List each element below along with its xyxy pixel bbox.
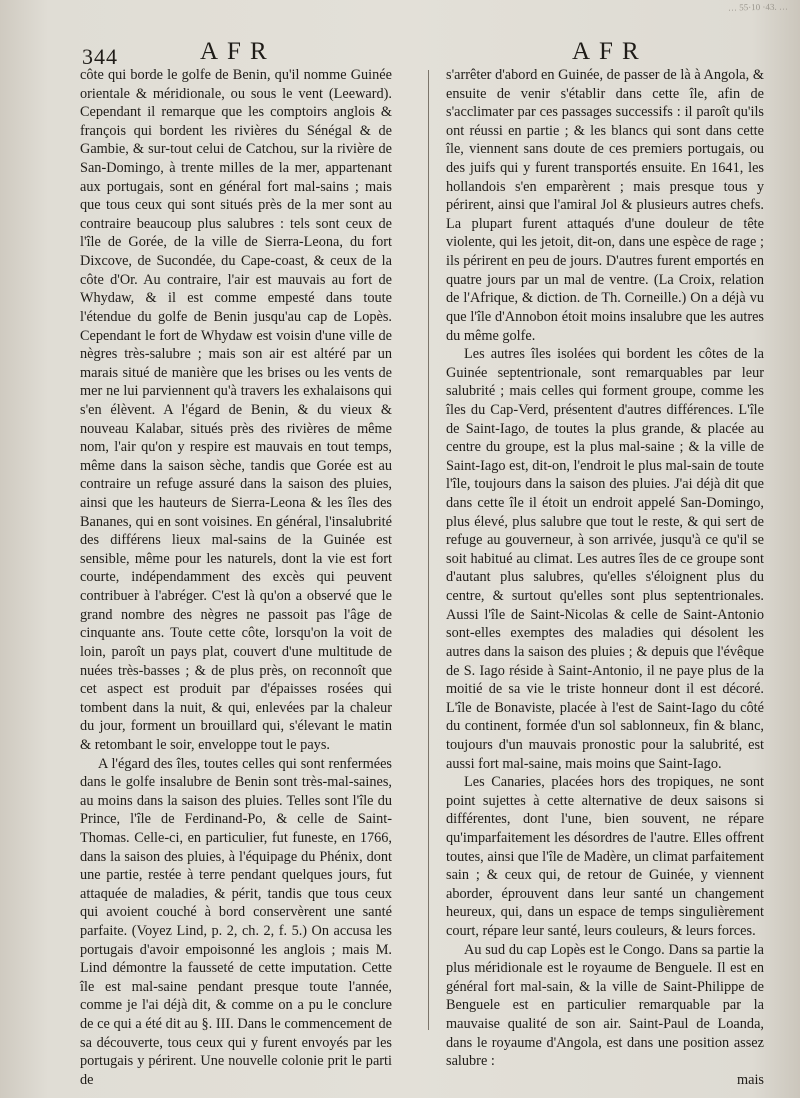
paragraph: A l'égard des îles, toutes celles qui sont renfermées dans le golfe insalubre de Benin sont très-mal-saines, au moins dans la saison des pluies. Telles sont l'île du Prince, l'île de Ferdinand-Po, & celle de Saint-Thomas. Celle-ci, en particulier, fut funeste, en 1766, dans la saison des pluies, à l'équipage du Phénix, dont une partie, restée à terre pendant quelques jours, fut attaquée de maladies, & périt, tandis que tous ceux qui avoient couché à bord conservèrent une santé parfaite. (Voyez Lind, p. 2, ch. 2, f. 5.) On accusa les portugais d'avoir empoisonné les anglois ; mais M. Lind démontre la fausseté de cette imputation. Cette île est mal-saine pendant presque toute l'année, comme je l'ai déjà dit, & comme on a pu le conclure de ce qui a été dit au §. III. Dans le commencement de sa découverte, tous ceux qui y furent envoyés par les portugais y périrent. Une nouvelle colonie prit le parti de — [80, 755, 392, 1088]
paragraph: Les autres îles isolées qui bordent les côtes de la Guinée septentrionale, sont remarquables par leur salubrité ; mais celles qui forment groupe, comme les îles du Cap-Verd, présentent d'autres différences. L'île de Saint-Iago, de toutes la plus grande, & placée au centre du groupe, est la plus mal-saine ; & la ville de Saint-Iago est, dit-on, l'endroit le plus mal-sain de toute l'île, toujours dans la saison des pluies. J'ai déjà dit que dans cette île il étoit un endroit appelé San-Domingo, plus élevé, plus salubre que tout le reste, & qui sert de refuge au gouverneur, à son arrivée, jusqu'à ce qu'il se soit habitué au climat. Les autres îles de ce groupe sont d'autant plus salubres, qu'elles s'éloignent plus du centre, & surtout qu'elles sont plus septentrionales. Aussi l'île de Saint-Nicolas & celle de Saint-Antonio sont-elles exemptes des maladies qui désolent les autres dans la saison des pluies ; & depuis que l'évêque de S. Iago réside à Saint-Antonio, il ne paye plus de la moitié de sa vie le triste honneur dont il est décoré. L'île de Bonaviste, placée à l'est de Saint-Iago du côté du continent, formée d'un sol sablonneux, fin & blanc, toujours d'un mauvais pronostic pour la salubrité, est aussi fort mal-saine, mais moins que Saint-Iago. — [446, 346, 764, 772]
column-divider — [428, 70, 429, 1030]
running-title-right: AFR — [572, 38, 648, 65]
paragraph: côte qui borde le golfe de Benin, qu'il nomme Guinée orientale & méridionale, ou sous le vent (Leeward). Cependant il remarque que les comptoirs anglois & françois qui bordent les rivières du Sénégal & de Gambie, & sur-tout celui de Catchou, sur la rivière de San-Domingo, à trente milles de la mer, appartenant aux portugais, sont en général fort mal-sains ; mais que tous ceux qui sont situés près de la mer sont au contraire beaucoup plus salubres : tels sont ceux de l'île de Gorée, de la ville de Sierra-Leona, du fort Dixcove, de Sucondée, du Cape-coast, & ceux de la côte d'Or. Au contraire, l'air est mauvais au fort de Whydaw, & il est comme empesté dans toute l'étendue du golfe de Benin jusqu'au cap de Lopès. Cependant le fort de Whydaw est voisin d'une ville de nègres très-salubre ; mais son air est altéré par un marais situé de manière que les brises ou les vents de mer ne lui parviennent qu'à travers les exhalaisons qui s'en élèvent. A l'égard de Benin, & du vieux & nouveau Kalabar, situés près des rivières de même nom, l'air qu'on y respire est mauvais en tout temps, même dans la saison sèche, tandis que Gorée est au contraire un refuge assuré dans la saison des pluies, ainsi que les hauteurs de Sierra-Leona & les îles des Bananes, qui en sont voisines. En général, l'insalubrité des différens lieux mal-sains de la Guinée est sensible, même pour les naturels, dont la vie est fort courte, indépendamment des excès qui peuvent contribuer à l'abréger. C'est là qu'on a observé que le grand nombre des nègres ne passoit pas l'âge de cinquante ans. Toute cette côte, lorsqu'on la voit de loin, paroît un pays plat, couvert d'une multitude de nuées très-basses ; & de plus près, on reconnoît que cet aspect est produit par d'épaisses rosées qui tombent dans la nuit, & qui, enlevées par la chaleur du jour, forment un brouillard qui, s'élevant le matin & retombant le soir, enveloppe tout le pays. — [80, 67, 392, 753]
page-number: 344 — [82, 44, 118, 69]
paragraph: s'arrêter d'abord en Guinée, de passer de là à Angola, & ensuite de venir s'établir dans cette île, afin de s'acclimater par ces passages successifs : il paroît qu'ils ont réussi en partie ; & les blancs qui sont dans cette île, viennent sans doute de ces premiers portugais, ou des juifs qui y furent transportés ensuite. En 1641, les hollandois s'en emparèrent ; mais presque tous y périrent, ainsi que l'amiral Jol & plusieurs autres chefs. La plupart furent attaqués d'une douleur de tête violente, qui les jetoit, dit-on, dans une espèce de rage ; ils périrent en peu de jours. D'autres furent emportés en quatre jours par un mal de ventre. (La Croix, relation de l'Afrique, & diction. de Th. Corneille.) On a déjà vu que l'île d'Annobon étoit moins insalubre que les autres du même golfe. — [446, 67, 764, 344]
catchword: mais — [736, 1071, 764, 1088]
paragraph: Au sud du cap Lopès est le Congo. Dans sa partie la plus méridionale est le royaume de Benguele. Il est en général fort mal-sain, & la ville de Saint-Philippe de Benguele est en particulier remarquable par la mauvaise qualité de son air. Saint-Paul de Loanda, dans le royaume d'Angola, est dans une position assez salubre : — [446, 941, 764, 1070]
left-column — [80, 66, 392, 1090]
right-column — [446, 66, 764, 1090]
running-title-left: AFR — [200, 38, 276, 65]
faint-pencil-note: … 55·10 ·43. … — [727, 1, 789, 13]
paragraph: Les Canaries, placées hors des tropiques, ne sont point sujettes à cette alternative de deux saisons si différentes, dont l'une, bien souvent, ne répare qu'imparfaitement les désordres de l'autre. Elles offrent toutes, ainsi que l'île de Madère, un climat parfaitement sain ; & ceux qui, de retour de Guinée, y viennent aborder, éprouvent dans leur santé un changement heureux, qui, dans un espace de temps singulièrement court, répare leur santé, leurs couleurs, & leurs forces. — [446, 774, 764, 940]
